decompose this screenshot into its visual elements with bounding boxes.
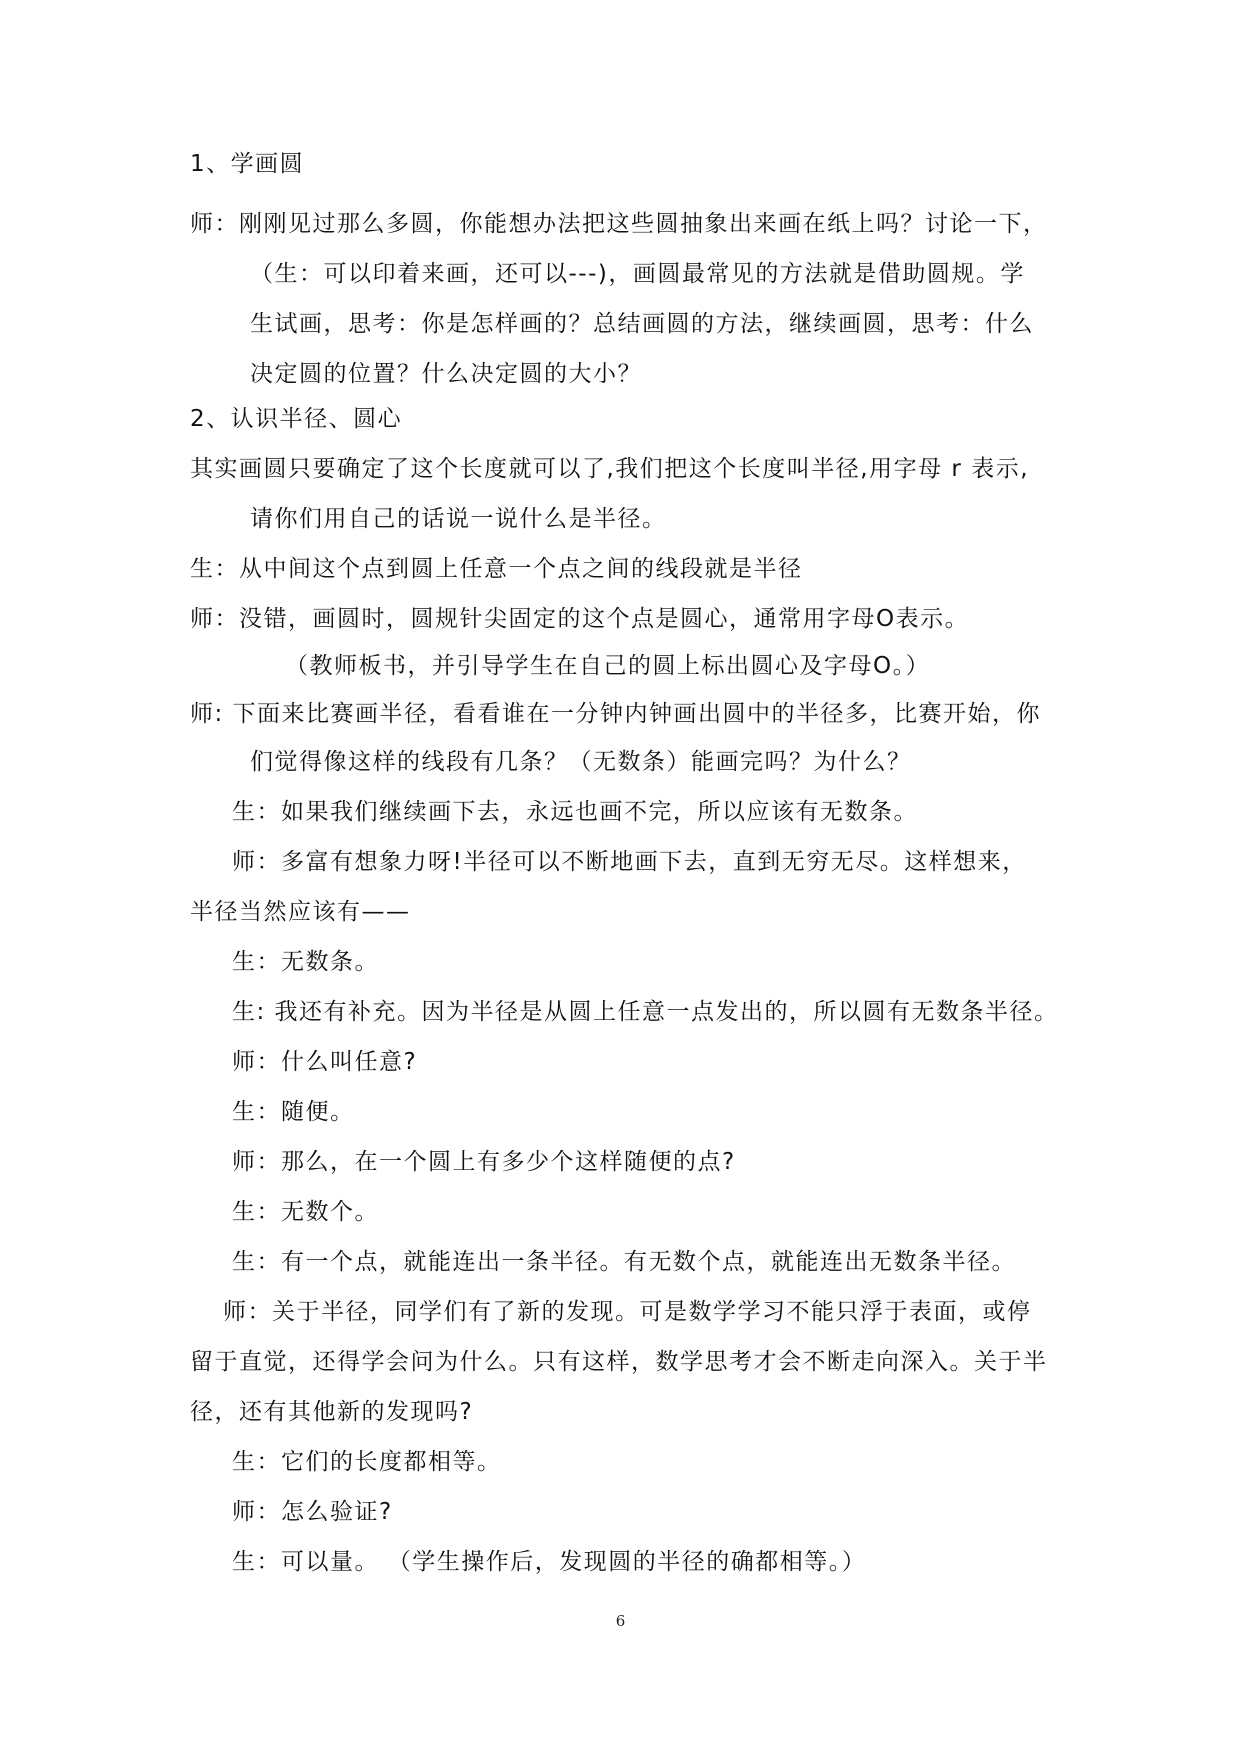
paragraph-line: 请你们用自己的话说一说什么是半径。	[250, 506, 667, 532]
dialogue-line: 生：如果我们继续画下去，永远也画不完，所以应该有无数条。	[232, 799, 918, 825]
paragraph-line: 生试画，思考：你是怎样画的？总结画圆的方法，继续画圆，思考：什么	[250, 311, 1034, 337]
dialogue-line: 生：从中间这个点到圆上任意一个点之间的线段就是半径	[190, 556, 803, 582]
dialogue-line: 生：无数个。	[232, 1199, 379, 1225]
dialogue-line: 师: 下面来比赛画半径，看看谁在一分钟内钟画出圆中的半径多，比赛开始，你	[190, 701, 1042, 727]
dialogue-line: 师：多富有想象力呀!半径可以不断地画下去，直到无穷无尽。这样想来，	[232, 849, 1027, 875]
dialogue-line: 们觉得像这样的线段有几条？（无数条）能画完吗？为什么？	[250, 749, 912, 775]
dialogue-line: 留于直觉，还得学会问为什么。只有这样，数学思考才会不断走向深入。关于半	[190, 1349, 1048, 1375]
dialogue-line: 生：无数条。	[232, 949, 379, 975]
paragraph-line: 其实画圆只要确定了这个长度就可以了,我们把这个长度叫半径,用字母 r 表示,	[190, 456, 1030, 482]
dialogue-line: 师：没错，画圆时，圆规针尖固定的这个点是圆心，通常用字母O表示。	[190, 606, 970, 632]
dialogue-line: 师：关于半径，同学们有了新的发现。可是数学学习不能只浮于表面，或停	[223, 1299, 1032, 1325]
page-number: 6	[615, 1612, 626, 1630]
dialogue-line: 师：那么，在一个圆上有多少个这样随便的点?	[232, 1149, 736, 1175]
paragraph-line: 决定圆的位置？什么决定圆的大小？	[250, 361, 642, 387]
dialogue-line: 生：随便。	[232, 1099, 355, 1125]
section-heading-radius-center: 2、认识半径、圆心	[190, 406, 403, 432]
dialogue-line: 半径当然应该有——	[190, 899, 411, 925]
paragraph-line: （生：可以印着来画，还可以---)，画圆最常见的方法就是借助圆规。学	[250, 261, 1025, 287]
stage-direction-line: （教师板书，并引导学生在自己的圆上标出圆心及字母O。）	[285, 653, 931, 679]
dialogue-line: 师：什么叫任意?	[232, 1049, 418, 1075]
dialogue-line: 生：有一个点，就能连出一条半径。有无数个点，就能连出无数条半径。	[232, 1249, 1016, 1275]
dialogue-line: 生：它们的长度都相等。	[232, 1449, 502, 1475]
section-heading-drawing-circles: 1、学画圆	[190, 151, 305, 177]
dialogue-line: 生: 我还有补充。因为半径是从圆上任意一点发出的，所以圆有无数条半径。	[232, 999, 1059, 1025]
paragraph-line: 师：刚刚见过那么多圆，你能想办法把这些圆抽象出来画在纸上吗？讨论一下，	[190, 211, 1048, 237]
dialogue-line: 师：怎么验证?	[232, 1499, 393, 1525]
dialogue-line: 径，还有其他新的发现吗?	[190, 1399, 474, 1425]
dialogue-line: 生：可以量。 （学生操作后，发现圆的半径的确都相等。）	[232, 1549, 867, 1575]
